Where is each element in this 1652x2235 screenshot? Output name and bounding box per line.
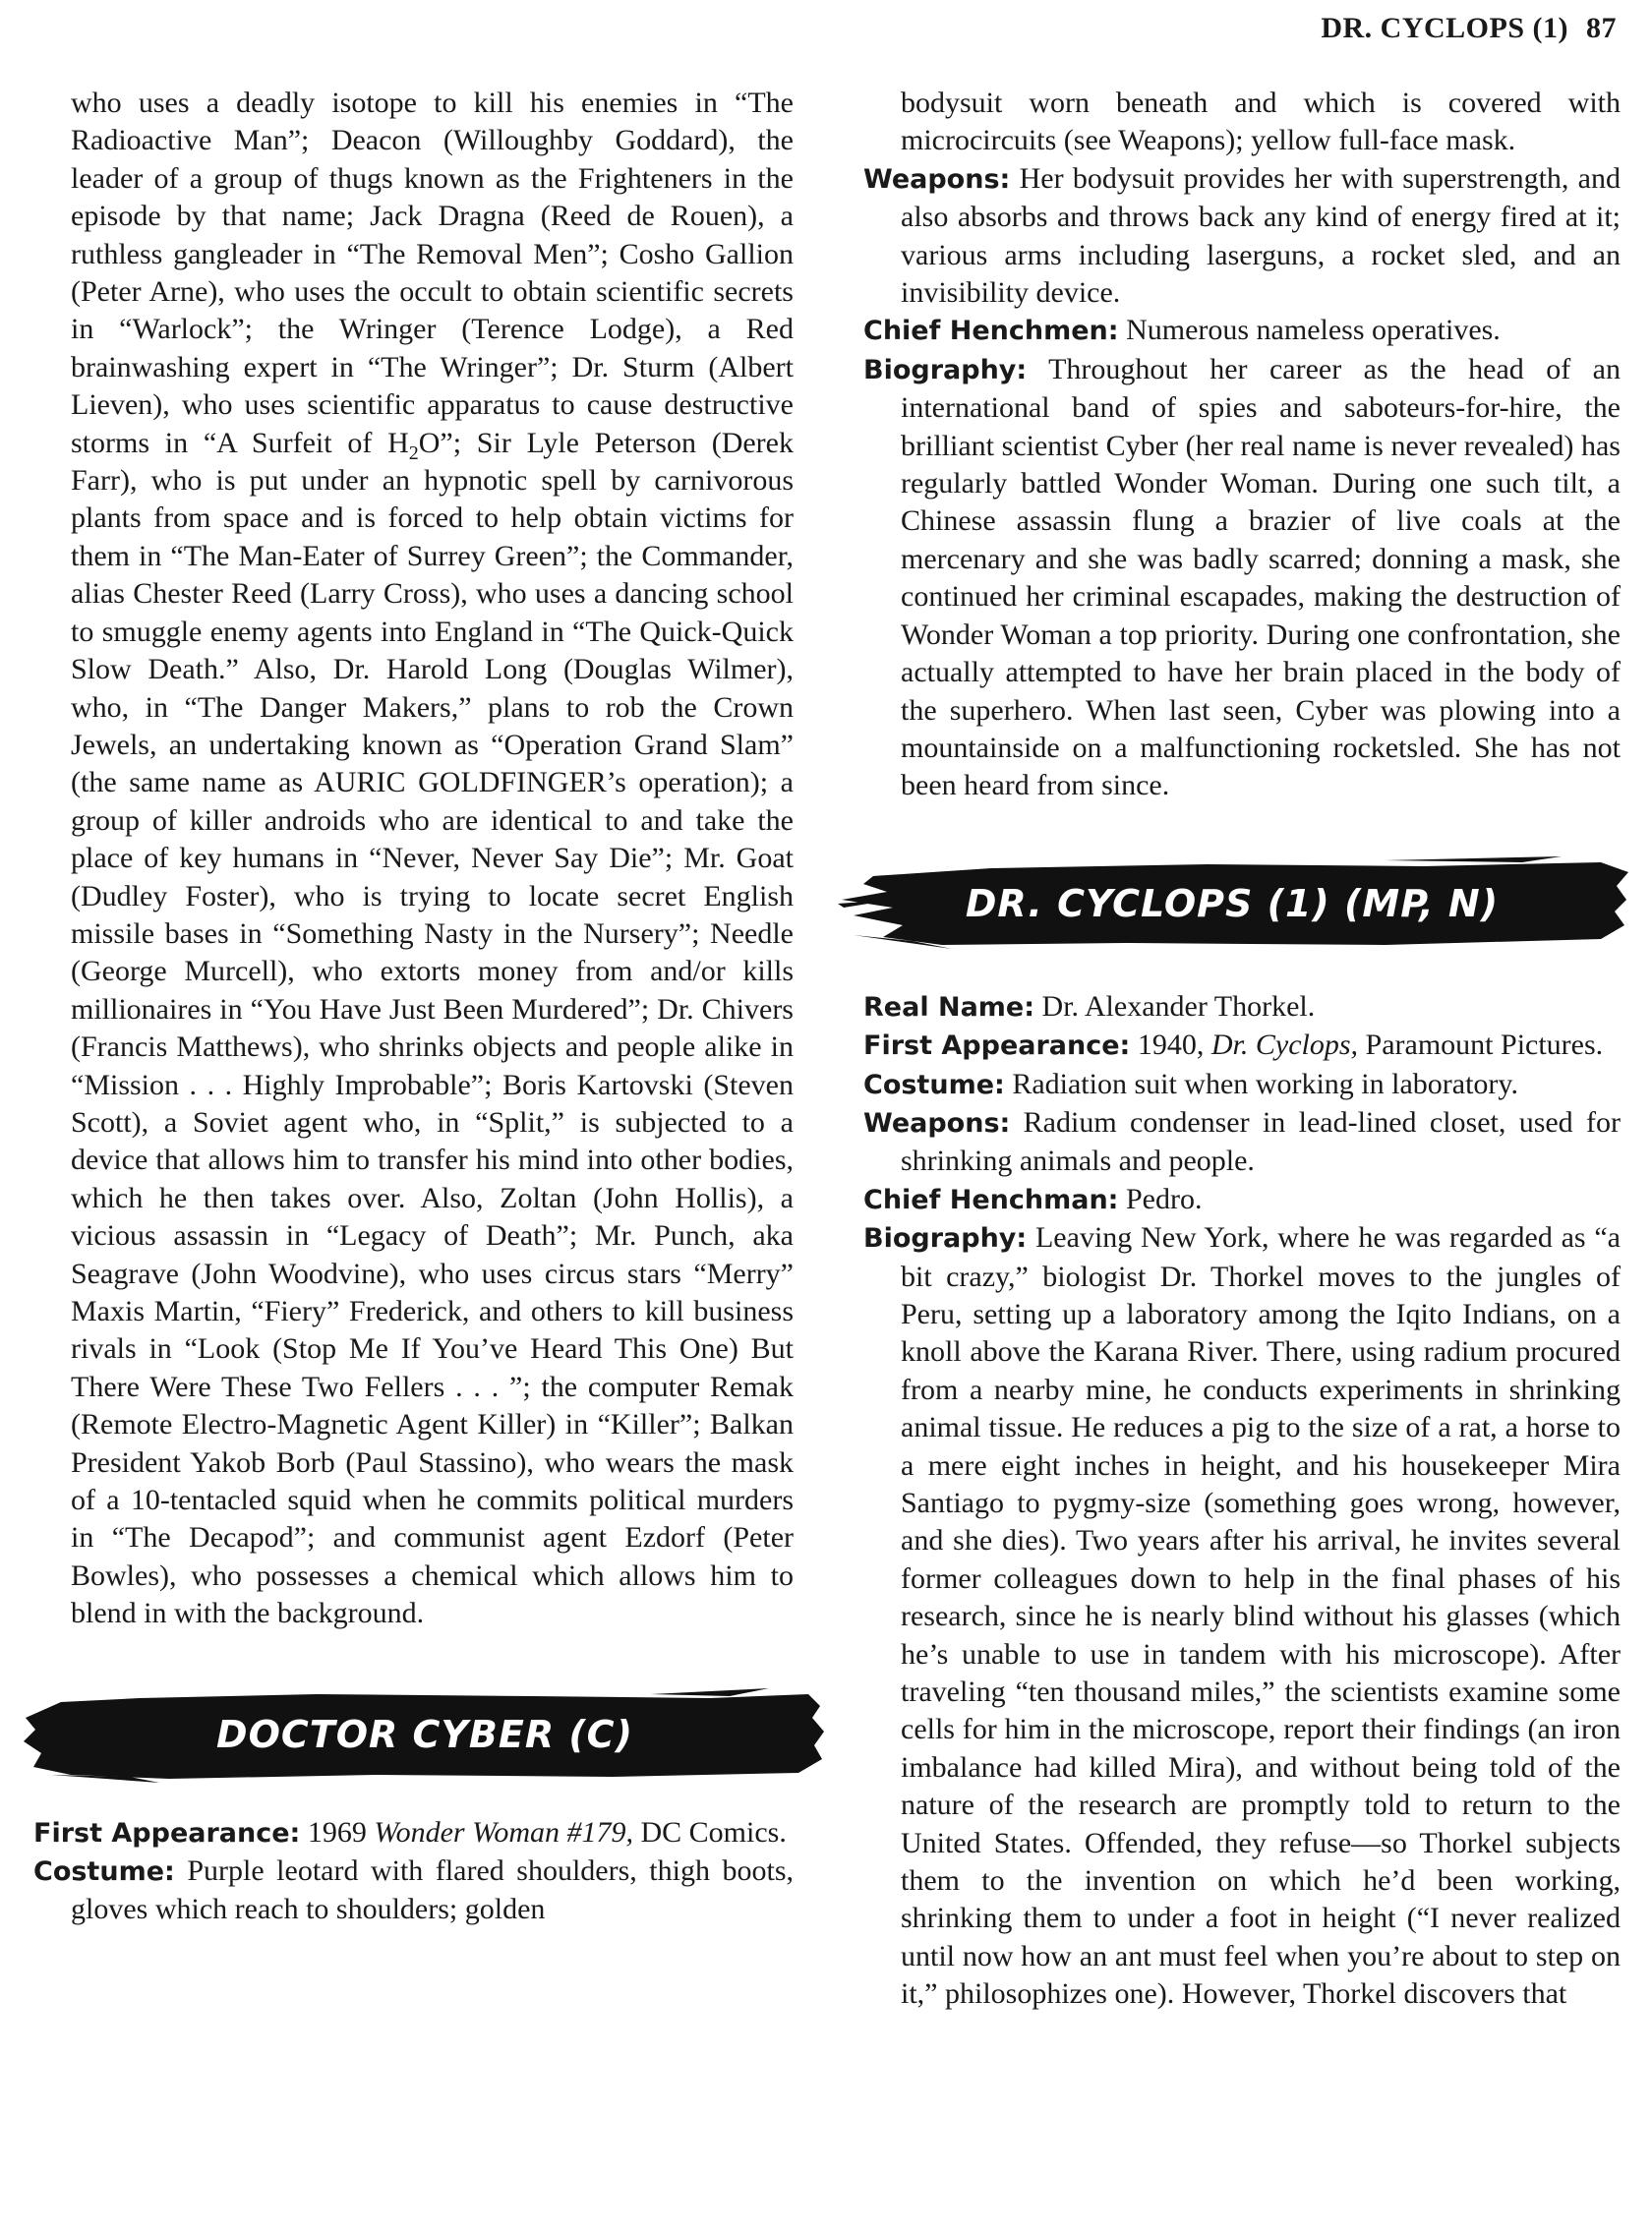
biography-label: Biography: [863,354,1028,385]
doctor-cyber-costume-continued: bodysuit worn beneath and which is covered with microcircuits (see Weapons); yellow full-face mask. [901,87,1621,157]
right-column [863,85,1621,2014]
real-name-label: Real Name: [863,991,1035,1023]
dr-cyclops-henchman [863,1181,1621,1219]
first-appearance-title: Wonder Woman #179, [374,1815,633,1849]
biography-text: Leaving New York, where he was regarded as “a bit crazy,” biologist Dr. Thorkel moves to the jungles of Peru, setting up a laboratory among the Iqito Indians, on a knoll above the Karana River. There, using radium procured from a nearby mine, he conducts experiments in shrinking animal tissue. He reduces a pig to the size of a rat, a horse to a mere eight inches in height, and his housekeeper Mira Santiago to pygmy-size (something goes wrong, however, and she dies). Two years after his arrival, he invites several former colleagues down to help in the final phases of his research, since he is nearly blind without his glasses (which he’s unable to use in tandem with his microscope). After traveling “ten thousand miles,” the scientists examine some cells for him in the microscope, report their findings (an iron imbalance had killed Mira), and without being told of the nature of the research are promptly told to return to the United States. Offended, they refuse—so Thorkel subjects them to the invention on which he’d been working, shrinking them to under a foot in height (“I never realized until now how an ant must feel when you’re about to step on it,” philosophizes one). However, Thorkel discovers that [901,1221,1622,2011]
first-appearance-studio: Paramount Pictures. [1365,1029,1604,1062]
doctor-cyber-entry-continued [863,85,1621,805]
subscript-2: 2 [408,441,419,464]
biography-label: Biography: [863,1223,1028,1255]
left-column [33,85,794,1929]
running-head [1321,12,1617,45]
henchmen-text: Numerous nameless operatives. [1126,314,1501,347]
villain-list-continuation [71,85,794,1633]
henchman-label: Chief Henchman: [863,1184,1119,1215]
section-banner-doctor-cyber [22,1688,828,1783]
doctor-cyber-henchmen [863,312,1621,350]
biography-text: Throughout her career as the head of an international band of spies and saboteurs-for-hire, the brilliant scientist Cyber (her real name is never revealed) has regularly battled Wonder Woman. During one such tilt, a Chinese assassin flung a brazier of live coals at the mercenary and she was badly scarred; donning a mask, she continued her criminal escapades, making the destruction of Wonder Woman a top priority. During one confrontation, she actually attempted to have her brain placed in the body of the superhero. When last seen, Cyber was plowing into a mountainside on a malfunctioning rocketsled. She has not been heard from since. [901,352,1621,802]
weapons-text: Radium condenser in lead-lined closet, used for shrinking animals and people. [901,1105,1621,1178]
first-appearance-year: 1969 [307,1815,367,1849]
real-name-text: Dr. Alexander Thorkel. [1041,989,1316,1023]
costume-label: Costume: [863,1069,1005,1100]
costume-label: Costume: [33,1856,175,1888]
doctor-cyber-entry [33,1814,794,1929]
costume-text: Purple leotard with flared shoulders, thigh boots, gloves which reach to shoulders; golden [71,1854,794,1926]
costume-text: Radiation suit when working in laboratory. [1012,1067,1518,1100]
doctor-cyber-costume [33,1853,794,1929]
dr-cyclops-weapons [863,1104,1621,1181]
continuation-text-a: who uses a deadly isotope to kill his enemies in “The Radioactive Man”; Deacon (Willoughby Goddard), the leader of a group of thugs known as the Frighteners in the episode by that name; Jack Dragna (Reed de Rouen), a ruthless gangleader in “The Removal Men”; Cosho Gallion (Peter Arne), who uses the occult to obtain scientific secrets in “Warlock”; the Wringer (Terence Lodge), a Red brainwashing expert in “The Wringer”; Dr. Sturm (Albert Lieven), who uses scientific apparatus to cause destructive storms in “A Surfeit of H [71,87,794,459]
running-head-title: DR. CYCLOPS (1) [1321,12,1568,44]
doctor-cyber-weapons [863,160,1621,313]
dr-cyclops-entry [863,988,1621,2014]
doctor-cyber-biography [863,351,1621,805]
dr-cyclops-real-name [863,988,1621,1027]
dr-cyclops-costume [863,1066,1621,1104]
page-number: 87 [1586,12,1617,44]
first-appearance-label: First Appearance: [863,1030,1131,1062]
dr-cyclops-biography [863,1219,1621,2014]
first-appearance-title: Dr. Cyclops, [1210,1029,1359,1062]
first-appearance-year: 1940, [1137,1029,1205,1062]
dr-cyclops-first-appearance [863,1027,1621,1065]
section-title-dr-cyclops: DR. CYCLOPS (1) (MP, N) [965,881,1500,925]
henchman-text: Pedro. [1125,1182,1203,1215]
weapons-text: Her bodysuit provides her with superstrength, and also absorbs and throws back any kind of energy fired at it; various arms including laserguns, a rocket sled, and an invisibility device. [901,161,1622,310]
weapons-label: Weapons: [863,163,1011,195]
continuation-text-b: O”; Sir Lyle Peterson (Derek Farr), who is put under an hypnotic spell by carnivorous plants from space and is forced to help obtain victims for them in “The Man-Eater of Surrey Green”; the Commander, alias Chester Reed (Larry Cross), who uses a dancing school to smuggle enemy agents into England in “The Quick-Quick Slow Death.” Also, Dr. Harold Long (Douglas Wilmer), who, in “The Danger Makers,” plans to rob the Crown Jewels, an undertaking known as “Operation Grand Slam” (the same name as AURIC GOLDFINGER’s operation); a group of killer androids who are identical to and take the place of key humans in “Never, Never Say Die”; Mr. Goat (Dudley Foster), who is trying to locate secret English missile bases in “Something Nasty in the Nursery”; Needle (George Murcell), who extorts money from and/or kills millionaires in “You Have Just Been Murdered”; Dr. Chivers (Francis Matthews), who shrinks objects and people alike in “Mission . . . Highly Improbable”; Boris Kartovski (Steven Scott), a Soviet agent who, in “Split,” is subjected to a device that allows him to transfer his mind into other bodies, which he then takes over. Also, Zoltan (John Hollis), a vicious assassin in “Legacy of Death”; Mr. Punch, aka Seagrave (John Woodvine), who uses circus stars “Merry” Maxis Martin, “Fiery” Frederick, and others to kill business rivals in “Look (Stop Me If You’ve Heard This One) But There Were These Two Fellers . . . ”; the computer Remak (Remote Electro-Magnetic Agent Killer) in “Killer”; Balkan President Yakob Borb (Paul Stassino), who wears the mask of a 10-tentacled squid when he commits political murders in “The Decapod”; and communist agent Ezdorf (Peter Bowles), who possesses a chemical which allows him to blend in with the background. [71,426,794,1630]
section-banner-dr-cyclops [834,856,1630,951]
first-appearance-label: First Appearance: [33,1817,301,1849]
section-title-doctor-cyber: DOCTOR CYBER (C) [216,1713,633,1757]
henchmen-label: Chief Henchmen: [863,316,1119,347]
first-appearance-publisher: DC Comics. [640,1815,787,1849]
weapons-label: Weapons: [863,1107,1011,1139]
doctor-cyber-first-appearance [33,1814,794,1853]
